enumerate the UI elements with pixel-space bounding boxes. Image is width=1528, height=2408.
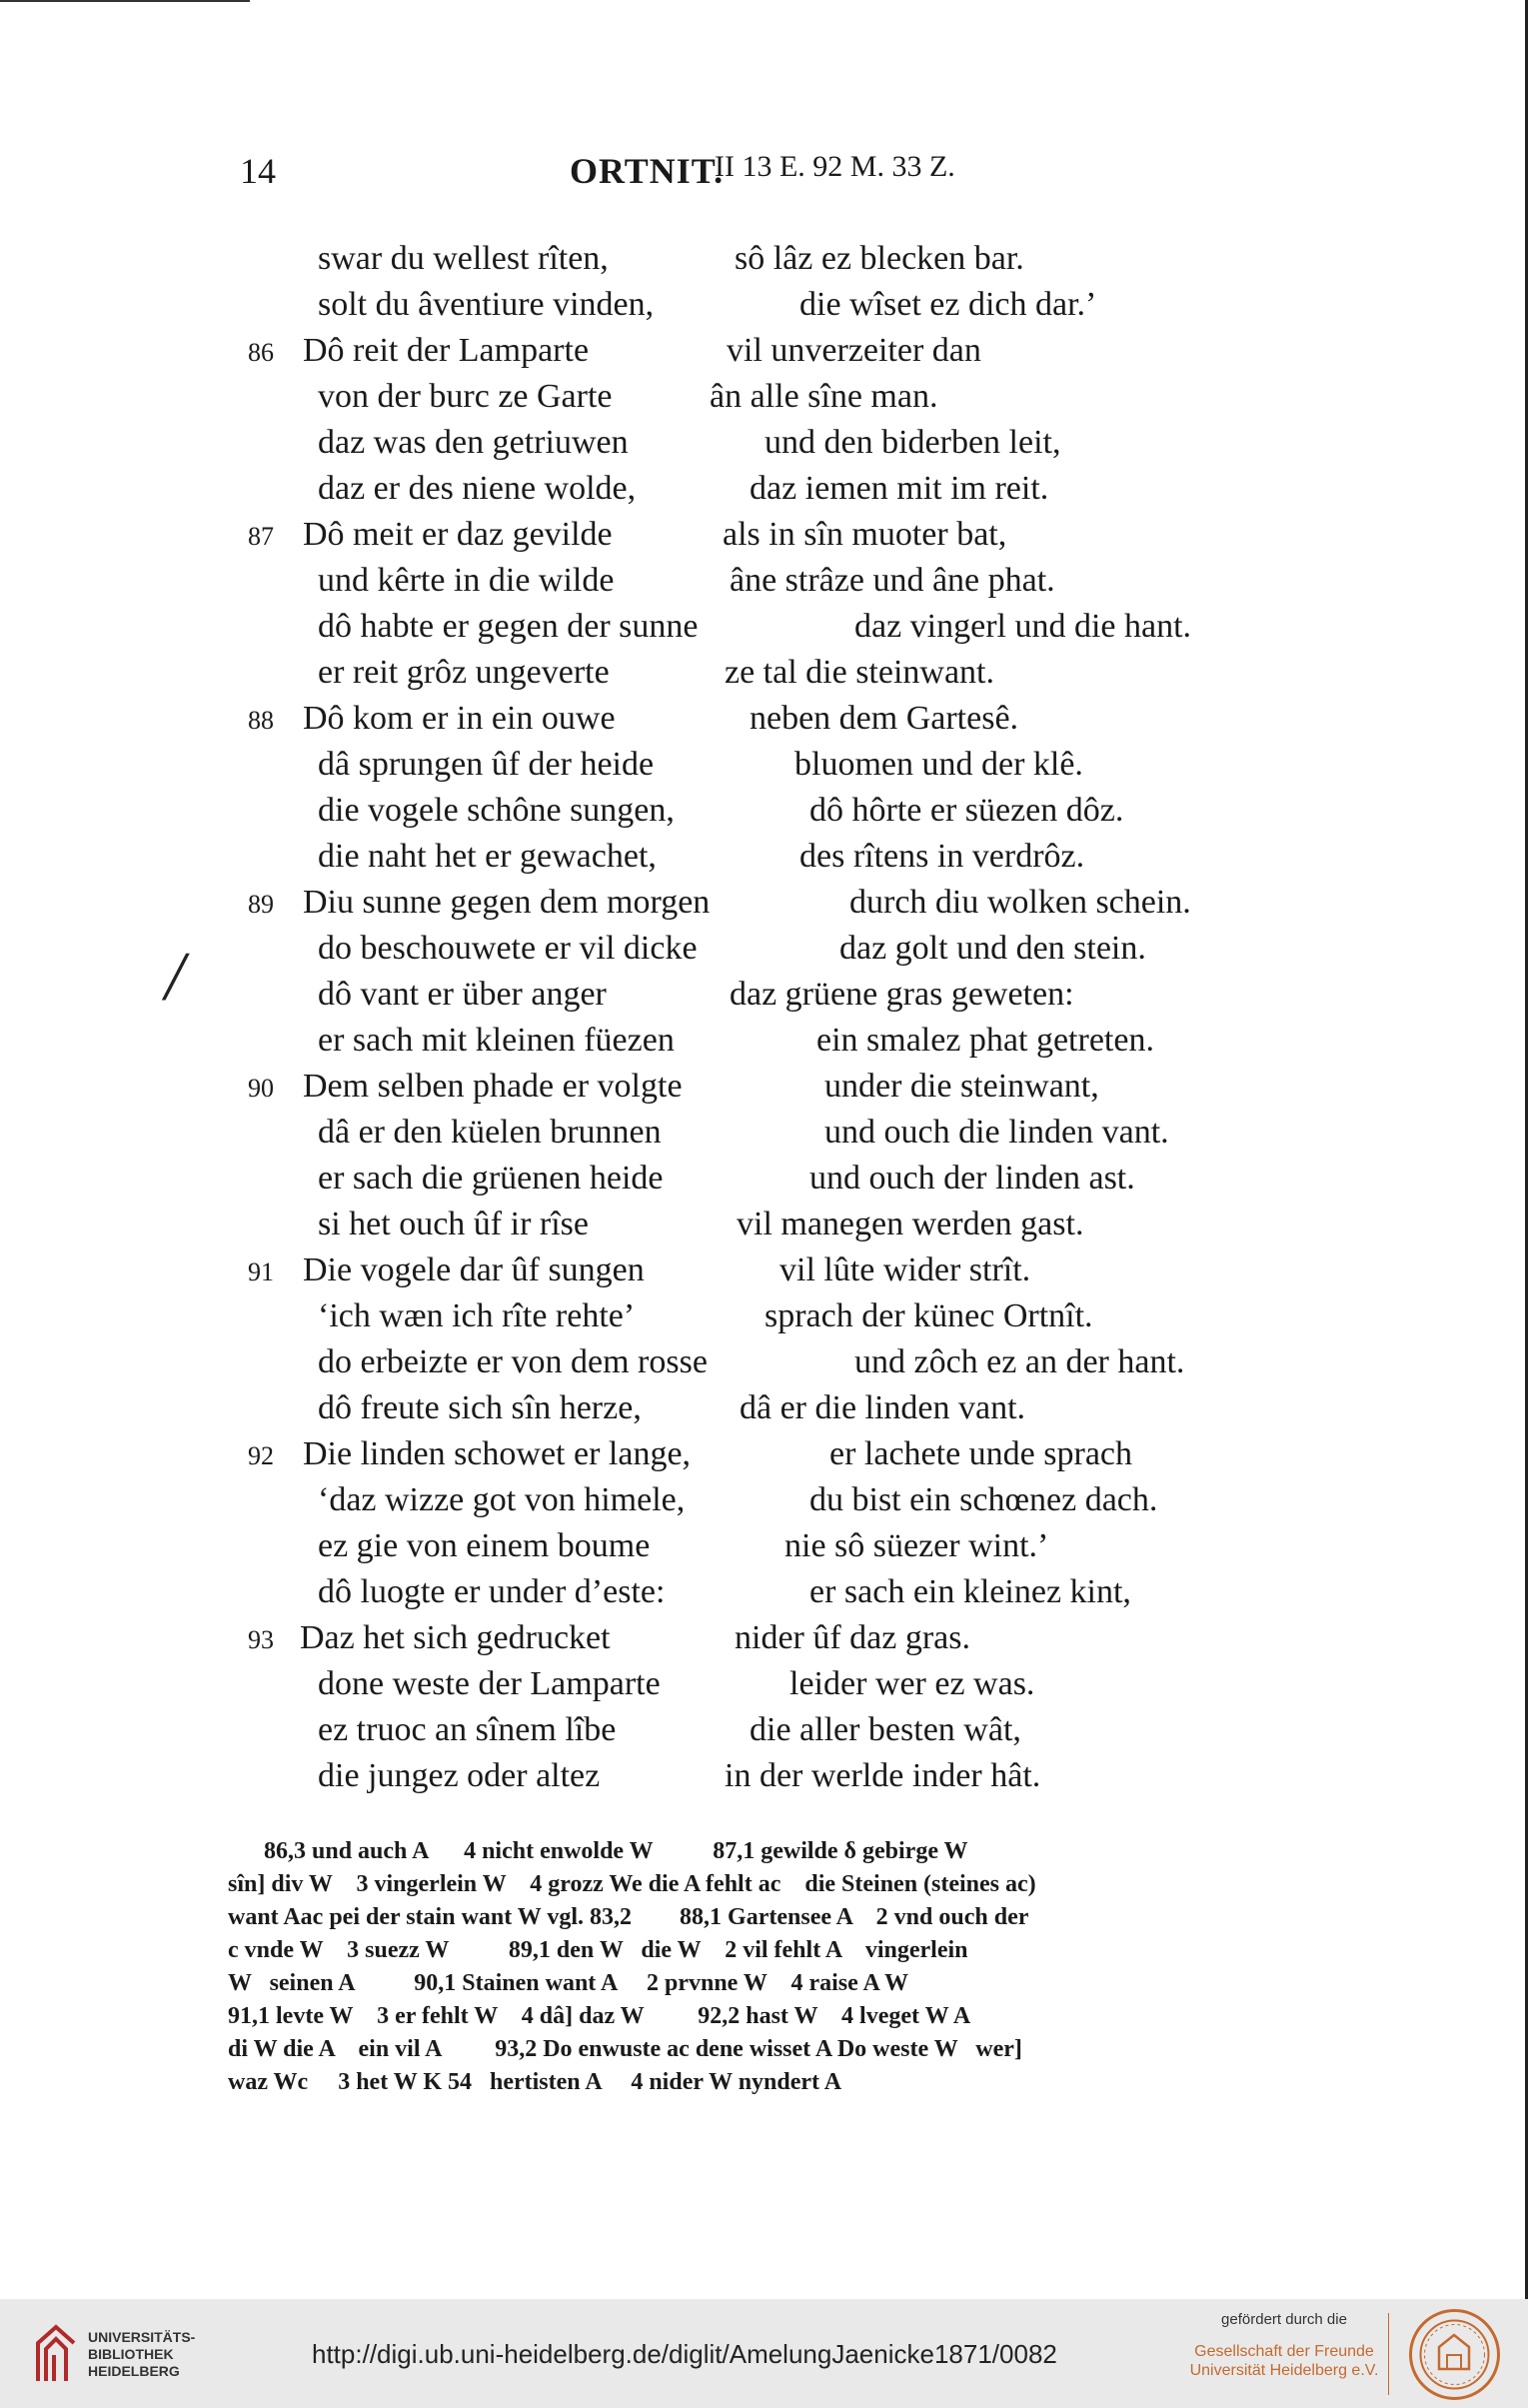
verse-first-half: dô habte er gegen der sunne xyxy=(318,608,699,645)
verse-first-half: daz er des niene wolde, xyxy=(318,470,637,507)
page-number: 14 xyxy=(240,151,276,191)
footer-divider xyxy=(1388,2313,1389,2395)
library-logo-icon xyxy=(30,2321,82,2387)
verse-first-half: solt du âventiure vinden, xyxy=(318,286,655,323)
verse-first-half: dô vant er über anger xyxy=(318,976,607,1013)
poem-line xyxy=(0,1711,1528,1757)
poem-line xyxy=(0,1343,1528,1389)
verse-first-half: Daz het sich gedrucket xyxy=(300,1619,611,1656)
stanza-number: 89 xyxy=(248,890,274,919)
critical-apparatus xyxy=(228,1835,1337,2099)
poem-line xyxy=(0,1160,1528,1205)
verse-first-half: Dô kom er in ein ouwe xyxy=(303,700,616,737)
stanza-number: 92 xyxy=(248,1441,274,1470)
poem-line xyxy=(0,1205,1528,1251)
poem-line xyxy=(0,1022,1528,1068)
poem-line xyxy=(0,1435,1528,1481)
verse-second-half: vil lûte wider strît. xyxy=(779,1251,1031,1288)
poem-line xyxy=(0,608,1528,654)
sponsor-block xyxy=(1184,2311,1384,2380)
verse-second-half: vil manegen werden gast. xyxy=(737,1205,1084,1242)
note-line: W seinen A 90,1 Stainen want A 2 prvnne W 4 raise A W xyxy=(228,1970,909,1996)
poem-line xyxy=(0,1573,1528,1619)
stanza-number: 88 xyxy=(248,706,274,735)
library-name: UNIVERSITÄTS- BIBLIOTHEK HEIDELBERG xyxy=(88,2329,196,2379)
verse-second-half: daz grüene gras geweten: xyxy=(730,976,1074,1013)
note-line: di W die A ein vil A 93,2 Do enwuste ac dene wisset A Do weste W wer] xyxy=(228,2036,1022,2062)
poem-line xyxy=(0,838,1528,884)
poem-line xyxy=(0,1527,1528,1573)
poem-line xyxy=(0,1297,1528,1343)
verse-first-half: Dem selben phade er volgte xyxy=(303,1068,683,1105)
verse-first-half: Dô meit er daz gevilde xyxy=(303,516,613,553)
university-seal-icon xyxy=(1407,2307,1502,2402)
verse-second-half: ân alle sîne man. xyxy=(710,378,938,415)
verse-first-half: Die linden schowet er lange, xyxy=(303,1435,692,1472)
verse-second-half: under die steinwant, xyxy=(824,1068,1099,1105)
stanza-number: 86 xyxy=(248,338,274,367)
poem-line xyxy=(0,976,1528,1022)
verse-second-half: nie sô süezer wint.’ xyxy=(784,1527,1049,1564)
verse-first-half: done weste der Lamparte xyxy=(318,1665,661,1702)
verse-second-half: die aller besten wât, xyxy=(750,1711,1021,1748)
verse-second-half: die wîset ez dich dar.’ xyxy=(799,286,1097,323)
poem-line xyxy=(0,792,1528,838)
verse-first-half: ez truoc an sînem lîbe xyxy=(318,1711,617,1748)
poem-line xyxy=(0,562,1528,608)
verse-first-half: die jungez oder altez xyxy=(318,1757,601,1794)
stanza-number: 93 xyxy=(248,1625,274,1654)
verse-second-half: bluomen und der klê. xyxy=(794,746,1083,783)
sponsor-name-1: Gesellschaft der Freunde xyxy=(1194,2343,1374,2360)
verse-second-half: und zôch ez an der hant. xyxy=(854,1343,1185,1380)
note-line: 91,1 levte W 3 er fehlt W 4 dâ] daz W 92,2 hast W 4 lveget W A xyxy=(228,2003,971,2029)
verse-second-half: sô lâz ez blecken bar. xyxy=(735,240,1024,277)
verse-second-half: und ouch der linden ast. xyxy=(809,1160,1135,1197)
verse-second-half: ze tal die steinwant. xyxy=(725,654,995,691)
verse-first-half: und kêrte in die wilde xyxy=(318,562,615,599)
verse-first-half: er sach mit kleinen füezen xyxy=(318,1022,675,1059)
verse-second-half: neben dem Gartesê. xyxy=(750,700,1019,737)
stanza-number: 87 xyxy=(248,522,274,551)
verse-second-half: vil unverzeiter dan xyxy=(727,332,981,369)
verse-second-half: ein smalez phat getreten. xyxy=(816,1022,1154,1059)
verse-first-half: er sach die grüenen heide xyxy=(318,1160,664,1197)
poem-line xyxy=(0,930,1528,976)
poem-line xyxy=(0,654,1528,700)
verse-first-half: si het ouch ûf ir rîse xyxy=(318,1205,589,1242)
poem-line xyxy=(0,378,1528,424)
note-line: want Aac pei der stain want W vgl. 83,2 88,1 Gartensee A 2 vnd ouch der xyxy=(228,1904,1029,1930)
note-line: waz Wc 3 het W K 54 hertisten A 4 nider W nyndert A xyxy=(228,2069,842,2095)
stanza-number: 90 xyxy=(248,1074,274,1103)
verse-second-half: dô hôrte er süezen dôz. xyxy=(809,792,1124,829)
footer-bar xyxy=(0,2299,1528,2408)
note-line: 86,3 und auch A 4 nicht enwolde W 87,1 gewilde δ gebirge W xyxy=(228,1838,968,1864)
verse-second-half: und den biderben leit, xyxy=(764,424,1061,461)
poem-line xyxy=(0,516,1528,562)
poem-line xyxy=(0,1619,1528,1665)
verse-first-half: dô luogte er under d’este: xyxy=(318,1573,666,1610)
poem-line xyxy=(0,746,1528,792)
poem-line xyxy=(0,700,1528,746)
verse-second-half: du bist ein schœnez dach. xyxy=(809,1481,1158,1518)
verse-first-half: die naht het er gewachet, xyxy=(318,838,657,875)
verse-first-half: Dô reit der Lamparte xyxy=(303,332,590,369)
margin-pencil-mark: / xyxy=(165,939,185,1016)
verse-second-half: sprach der künec Ortnît. xyxy=(764,1297,1093,1334)
page-header xyxy=(240,150,1039,200)
verse-second-half: durch diu wolken schein. xyxy=(849,884,1191,921)
poem-line xyxy=(0,1757,1528,1803)
poem-line xyxy=(0,286,1528,332)
verse-first-half: do erbeizte er von dem rosse xyxy=(318,1343,708,1380)
sponsor-label: gefördert durch die xyxy=(1221,2311,1347,2328)
poem-line xyxy=(0,884,1528,930)
poem-line xyxy=(0,1251,1528,1297)
poem-line xyxy=(0,1389,1528,1435)
verse-first-half: ez gie von einem boume xyxy=(318,1527,651,1564)
verse-second-half: er lachete unde sprach xyxy=(829,1435,1132,1472)
verse-first-half: dâ er den küelen brunnen xyxy=(318,1114,662,1151)
verse-first-half: daz was den getriuwen xyxy=(318,424,629,461)
verse-first-half: ‘daz wizze got von himele, xyxy=(318,1481,686,1518)
verse-first-half: die vogele schône sungen, xyxy=(318,792,675,829)
verse-first-half: Diu sunne gegen dem morgen xyxy=(303,884,711,921)
verse-first-half: swar du wellest rîten, xyxy=(318,240,609,277)
verse-second-half: als in sîn muoter bat, xyxy=(723,516,1007,553)
poem-line xyxy=(0,1114,1528,1160)
verse-second-half: daz vingerl und die hant. xyxy=(854,608,1192,645)
verse-second-half: daz golt und den stein. xyxy=(839,930,1146,967)
poem-line xyxy=(0,470,1528,516)
sponsor-name-2: Universität Heidelberg e.V. xyxy=(1189,2362,1379,2379)
verse-second-half: nider ûf daz gras. xyxy=(735,1619,971,1656)
page-title: ORTNIT. xyxy=(570,151,725,191)
page-subtitle: II 13 E. 92 M. 33 Z. xyxy=(715,150,955,183)
verse-second-half: daz iemen mit im reit. xyxy=(750,470,1049,507)
note-line: c vnde W 3 suezz W 89,1 den W die W 2 vil fehlt A vingerlein xyxy=(228,1937,968,1963)
stanza-number: 91 xyxy=(248,1257,274,1286)
verse-second-half: er sach ein kleinez kint, xyxy=(809,1573,1131,1610)
verse-first-half: do beschouwete er vil dicke xyxy=(318,930,698,967)
verse-first-half: dô freute sich sîn herze, xyxy=(318,1389,642,1426)
poem-line xyxy=(0,332,1528,378)
poem-line xyxy=(0,1481,1528,1527)
verse-first-half: von der burc ze Garte xyxy=(318,378,613,415)
verse-second-half: dâ er die linden vant. xyxy=(740,1389,1026,1426)
note-line: sîn] div W 3 vingerlein W 4 grozz We die A fehlt ac die Steinen (steines ac) xyxy=(228,1871,1036,1897)
verse-first-half: er reit grôz ungeverte xyxy=(318,654,610,691)
verse-second-half: des rîtens in verdrôz. xyxy=(799,838,1085,875)
verse-first-half: ‘ich wæn ich rîte rehte’ xyxy=(318,1297,636,1334)
verse-second-half: âne strâze und âne phat. xyxy=(730,562,1055,599)
verse-second-half: in der werlde inder hât. xyxy=(725,1757,1041,1794)
poem-line xyxy=(0,1068,1528,1114)
permalink-url[interactable]: http://digi.ub.uni-heidelberg.de/diglit/AmelungJaenicke1871/0082 xyxy=(312,2339,1057,2369)
verse-second-half: leider wer ez was. xyxy=(789,1665,1035,1702)
poem-line xyxy=(0,424,1528,470)
verse-first-half: dâ sprungen ûf der heide xyxy=(318,746,655,783)
poem-line xyxy=(0,240,1528,286)
poem-line xyxy=(0,1665,1528,1711)
verse-second-half: und ouch die linden vant. xyxy=(824,1114,1169,1151)
verse-first-half: Die vogele dar ûf sungen xyxy=(303,1251,645,1288)
top-edge-line xyxy=(0,0,250,2)
